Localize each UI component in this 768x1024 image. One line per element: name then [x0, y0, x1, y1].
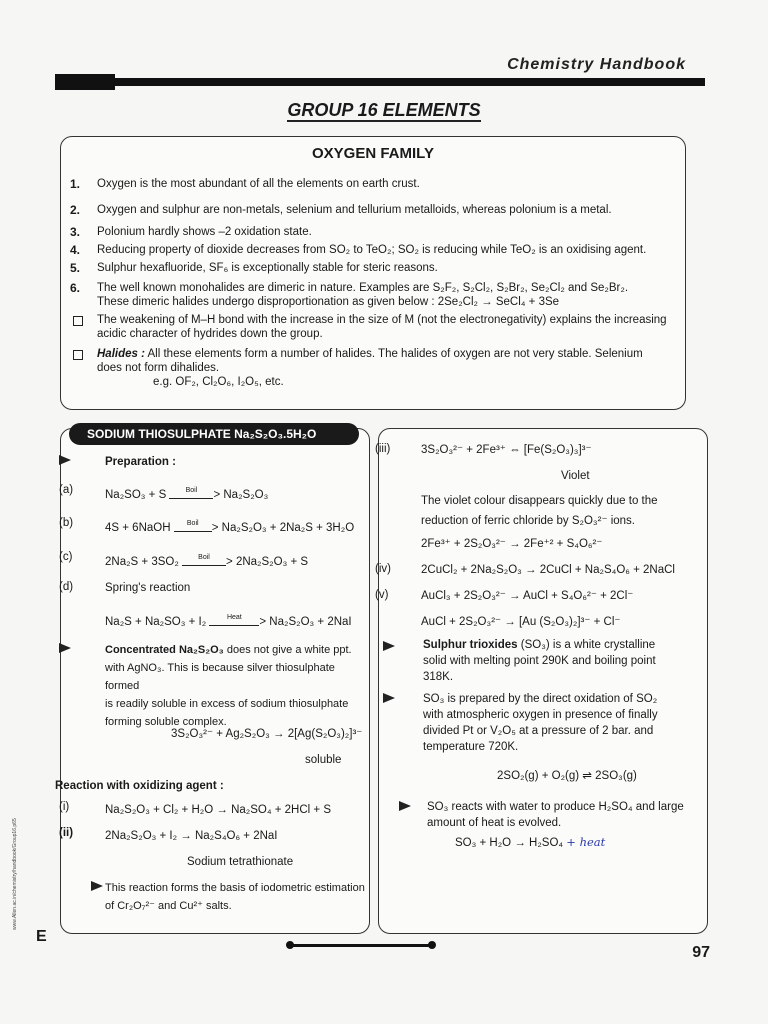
side-margin-text: www.Allen.ac.in/chemistry/handbook/Group16.p65	[12, 818, 18, 930]
pointer-arrow-icon	[399, 801, 411, 811]
equation: Na₂S + Na₂SO₃ + I₂ Heat > Na₂S₂O₃ + 2NaI	[105, 611, 352, 629]
list-item: The weakening of M–H bond with the increase in the size of M (not the electronegativity) explains the increasing acidic character of hydrides down the group.	[97, 313, 675, 341]
equation: 2Na₂S₂O₃ + I₂ → Na₂S₄O₆ + 2NaI	[105, 830, 278, 842]
springs-reaction-label: Spring's reaction	[105, 582, 191, 594]
right-column-box	[375, 428, 708, 934]
item-label: (b)	[59, 517, 74, 529]
equation: 2Fe³⁺ + 2S₂O₃²⁻ → 2Fe⁺² + S₄O₆²⁻	[421, 538, 603, 550]
header-rule	[55, 78, 705, 86]
equation: AuCl₃ + 2S₂O₃²⁻ → AuCl + S₄O₆²⁻ + 2Cl⁻	[421, 590, 634, 602]
list-item: 3. Polonium hardly shows –2 oxidation state.	[70, 225, 312, 239]
preparation-heading: Preparation :	[105, 456, 176, 468]
water-paragraph: SO₃ reacts with water to produce H₂SO₄ and large amount of heat is evolved.	[427, 801, 684, 829]
so3-paragraph: Sulphur trioxides (SO₃) is a white crystalline solid with melting point 290K and boiling point 318K.	[423, 639, 656, 683]
item-label: (a)	[59, 484, 74, 496]
sodium-thiosulphate-box	[55, 427, 370, 934]
equation: 2CuCl₂ + 2Na₂S₂O₃ → 2CuCl + Na₂S₄O₆ + 2NaCl	[421, 564, 675, 576]
equation: 2Na₂S + 3SO₂ Boil > 2Na₂S₂O₃ + S	[105, 551, 308, 569]
pointer-arrow-icon	[91, 881, 103, 891]
oxidizing-heading: Reaction with oxidizing agent :	[55, 780, 224, 792]
equation: Na₂S₂O₃ + Cl₂ + H₂O → Na₂SO₄ + 2HCl + S	[105, 804, 331, 816]
pointer-arrow-icon	[383, 641, 395, 651]
item-label: (iv)	[375, 563, 391, 575]
item-label: (iii)	[375, 443, 391, 455]
list-item: 4. Reducing property of dioxide decreases from SO₂ to TeO₂; SO₂ is reducing while TeO₂ is an oxidising agent.	[70, 243, 647, 257]
item-label: (i)	[59, 801, 70, 813]
violet-paragraph: The violet colour disappears quickly due to the reduction of ferric chloride by S₂O₃²⁻ ions.	[421, 495, 658, 527]
equation: Na₂SO₃ + S Boil > Na₂S₂O₃	[105, 484, 268, 502]
item-label: (d)	[59, 581, 74, 593]
item-label: (c)	[59, 551, 73, 563]
iodometric-paragraph: This reaction forms the basis of iodometric estimation of Cr₂O₇²⁻ and Cu²⁺ salts.	[105, 882, 365, 912]
page-title: GROUP 16 ELEMENTS	[287, 100, 481, 120]
equation: SO₃ + H₂O → H₂SO₄ + heat	[455, 835, 606, 849]
handbook-title: Chemistry Handbook	[507, 56, 686, 73]
concentrated-paragraph: Concentrated Na₂S₂O₃ does not give a white ppt. with AgNO₃. This is because silver thiosulphate formed is readily soluble in excess of sodium thiosulphate forming soluble complex.	[105, 644, 352, 728]
list-item: 2. Oxygen and sulphur are non-metals, selenium and tellurium metalloids, whereas polonium is a metal.	[70, 203, 612, 217]
list-item: 1. Oxygen is the most abundant of all the elements on earth crust.	[70, 177, 420, 191]
oxygen-family-title: OXYGEN FAMILY	[312, 145, 434, 162]
equation: 3S₂O₃²⁻ + 2Fe³⁺ ⇔ [Fe(S₂O₃)₃]³⁻	[421, 444, 592, 456]
item-label: (v)	[375, 589, 389, 601]
list-item: 6. The well known monohalides are dimeric in nature. Examples are S₂F₂, S₂Cl₂, S₂Br₂, Se₂Cl₂ and Se₂Br₂. These dimeric halides undergo disproportionation as given below : 2Se₂Cl₂ → SeCl₄ + 3Se	[70, 281, 629, 308]
item-label: (ii)	[59, 827, 74, 839]
margin-letter: E	[36, 928, 47, 945]
pointer-arrow-icon	[59, 455, 71, 465]
handwritten-heat: + heat	[566, 835, 606, 849]
oxygen-family-box	[60, 136, 686, 410]
equation: AuCl + 2S₂O₃²⁻ → [Au (S₂O₃)₂]³⁻ + Cl⁻	[421, 616, 621, 628]
soluble-label: soluble	[305, 754, 342, 766]
checkbox-bullet-icon	[73, 316, 83, 326]
equation: 4S + 6NaOH Boil > Na₂S₂O₃ + 2Na₂S + 3H₂O	[105, 517, 354, 535]
equation: 2SO₂(g) + O₂(g) ⇌ 2SO₃(g)	[497, 770, 637, 782]
tetrathionate-label: Sodium tetrathionate	[187, 856, 294, 868]
list-item: Halides : All these elements form a number of halides. The halides of oxygen are not very stable. Selenium does not form dihalides. e.g. OF₂, Cl₂O₆, I₂O₅, etc.	[97, 347, 675, 389]
footer-dot	[428, 941, 436, 949]
checkbox-bullet-icon	[73, 350, 83, 360]
page-number: 97	[692, 944, 710, 961]
list-item: 5. Sulphur hexafluoride, SF₆ is exceptionally stable for steric reasons.	[70, 261, 438, 275]
complex-equation: 3S₂O₃²⁻ + Ag₂S₂O₃ → 2[Ag(S₂O₃)₂]³⁻	[171, 728, 363, 740]
section-banner: SODIUM THIOSULPHATE Na₂S₂O₃.5H₂O	[69, 423, 359, 445]
so3-preparation-paragraph: SO₃ is prepared by the direct oxidation of SO₂ with atmospheric oxygen in presence of finally divided Pt or V₂O₅ at a pressure of 2 bar. and temperature 720K.	[423, 693, 658, 753]
footer-rule	[290, 944, 430, 947]
violet-label: Violet	[561, 470, 590, 482]
pointer-arrow-icon	[59, 643, 71, 653]
pointer-arrow-icon	[383, 693, 395, 703]
